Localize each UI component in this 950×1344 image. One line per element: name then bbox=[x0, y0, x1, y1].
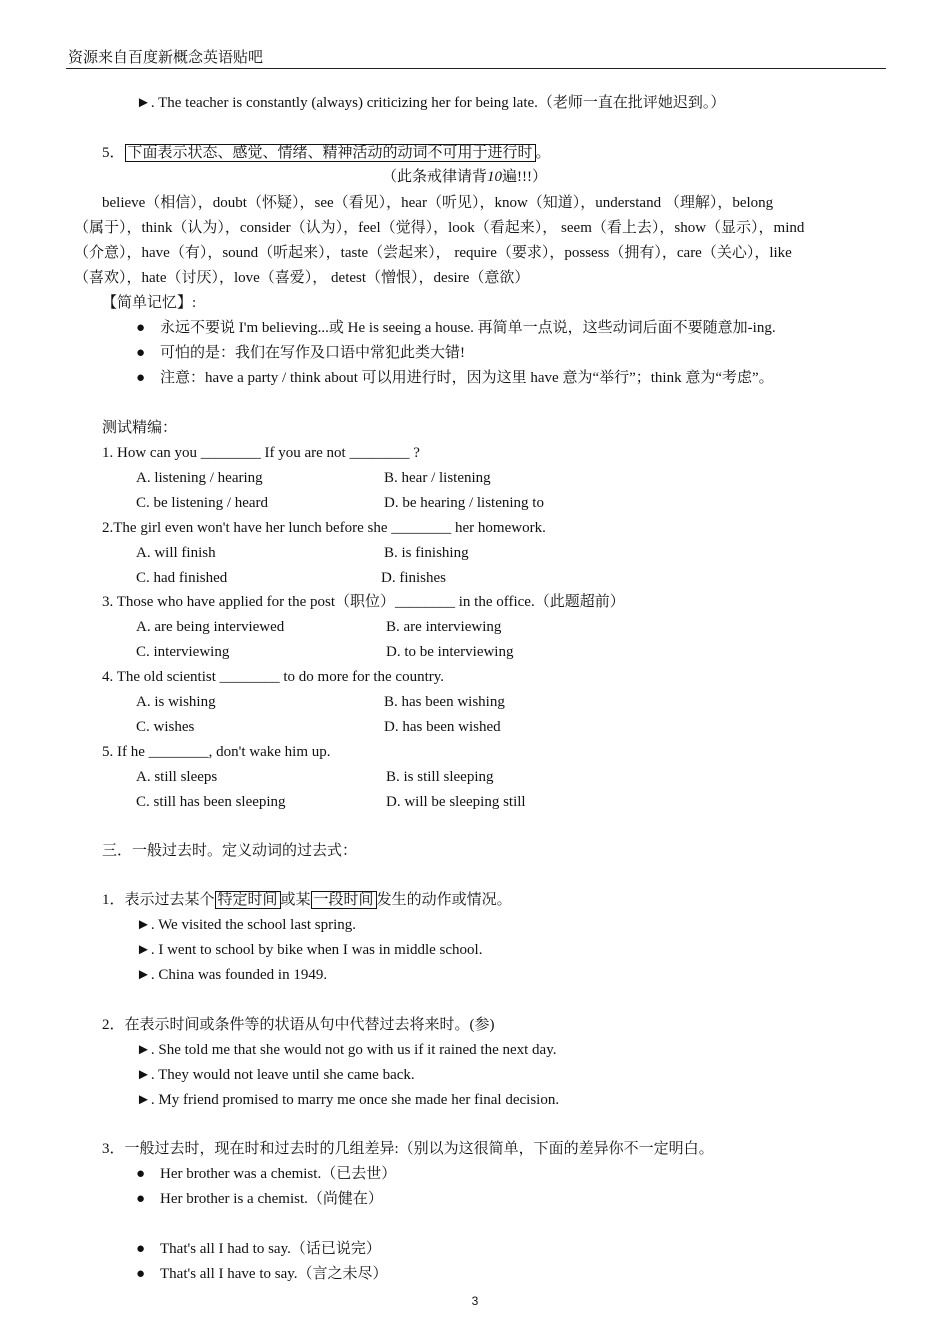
question-2-option-b: B. is finishing bbox=[384, 545, 469, 561]
note-text-a: （此条戒律请背 bbox=[382, 169, 488, 185]
point-1-text-b: 或某 bbox=[280, 892, 311, 908]
example-teacher: ►. The teacher is constantly (always) criticizing her for being late.（老师一直在批评她迟到。） bbox=[136, 93, 725, 113]
question-1-option-c: C. be listening / heard bbox=[136, 495, 269, 511]
note-number: 10 bbox=[487, 169, 503, 185]
memo-bullet-1: ● 永远不要说 I'm believing...或 He is seeing a house. 再简单一点说，这些动词后面不要随意加-ing. bbox=[136, 318, 776, 338]
question-4-option-a: A. is wishing bbox=[136, 694, 216, 710]
section-5-tail: 。 bbox=[535, 145, 551, 161]
question-4-option-c: C. wishes bbox=[136, 719, 195, 735]
question-3: 3. Those who have applied for the post（职位）________ in the office.（此题超前） bbox=[102, 594, 625, 610]
point-3-bullet-4: ● That's all I have to say.（言之未尽） bbox=[136, 1264, 388, 1284]
section-5-note bbox=[382, 167, 547, 187]
point-2-example-3: ►. My friend promised to marry me once she made her final decision. bbox=[136, 1090, 559, 1110]
question-4-option-d: D. has been wished bbox=[384, 719, 501, 735]
question-1-option-b: B. hear / listening bbox=[384, 470, 491, 486]
section-5-title: 下面表示状态、感觉、情绪、精神活动的动词不可用于进行时 bbox=[125, 144, 536, 162]
question-2-option-a: A. will finish bbox=[136, 545, 216, 561]
page-header: 资源来自百度新概念英语贴吧 bbox=[68, 50, 264, 66]
question-5-option-a: A. still sleeps bbox=[136, 769, 218, 785]
note-text-b: 遍!!!） bbox=[502, 169, 548, 185]
point-1-example-3: ►. China was founded in 1949. bbox=[136, 965, 327, 985]
past-point-3: 3．一般过去时，现在时和过去时的几组差异:（别以为这很简单，下面的差异你不一定明白。 bbox=[102, 1141, 714, 1157]
question-3-option-b: B. are interviewing bbox=[386, 619, 502, 635]
question-5: 5. If he ________, don't wake him up. bbox=[102, 744, 331, 760]
past-point-1 bbox=[102, 890, 512, 910]
question-1: 1. How can you ________ If you are not ________ ? bbox=[102, 445, 420, 461]
header-rule bbox=[66, 68, 886, 69]
point-3-bullet-1: ● Her brother was a chemist.（已去世） bbox=[136, 1164, 396, 1184]
question-3-option-d: D. to be interviewing bbox=[386, 644, 514, 660]
page-number: 3 bbox=[471, 1294, 479, 1308]
point-3-bullet-3: ● That's all I had to say.（话已说完） bbox=[136, 1239, 381, 1259]
verb-list-line-3: （介意），have（有），sound（听起来），taste（尝起来）， require（要求），possess（拥有），care（关心），like bbox=[74, 245, 792, 261]
question-1-option-a: A. listening / hearing bbox=[136, 470, 263, 486]
memo-bullet-2: ● 可怕的是：我们在写作及口语中常犯此类大错! bbox=[136, 343, 465, 363]
point-1-boxed-term-1: 特定时间 bbox=[215, 891, 281, 909]
question-3-option-a: A. are being interviewed bbox=[136, 619, 285, 635]
question-1-option-d: D. be hearing / listening to bbox=[384, 495, 544, 511]
verb-list-line-2: （属于），think（认为），consider（认为），feel（觉得），look（看起来）， seem（看上去），show（显示），mind bbox=[74, 220, 805, 236]
question-5-option-c: C. still has been sleeping bbox=[136, 794, 286, 810]
memo-bullet-3: ● 注意：have a party / think about 可以用进行时，因为这里 have 意为“举行”；think 意为“考虑”。 bbox=[136, 368, 774, 388]
question-2-option-d: D. finishes bbox=[381, 570, 446, 586]
test-title: 测试精编： bbox=[102, 420, 178, 436]
point-3-bullet-2: ● Her brother is a chemist.（尚健在） bbox=[136, 1189, 383, 1209]
question-5-option-b: B. is still sleeping bbox=[386, 769, 494, 785]
point-1-example-1: ►. We visited the school last spring. bbox=[136, 915, 356, 935]
point-1-boxed-term-2: 一段时间 bbox=[311, 891, 377, 909]
verb-list-line-1: believe（相信），doubt（怀疑），see（看见），hear（听见），know（知道），understand （理解），belong bbox=[102, 195, 774, 211]
question-4: 4. The old scientist ________ to do more for the country. bbox=[102, 669, 445, 685]
past-point-2: 2．在表示时间或条件等的状语从句中代替过去将来时。(参) bbox=[102, 1017, 495, 1033]
point-1-text-a: 1．表示过去某个 bbox=[102, 892, 215, 908]
point-1-example-2: ►. I went to school by bike when I was in middle school. bbox=[136, 940, 482, 960]
point-2-example-1: ►. She told me that she would not go with us if it rained the next day. bbox=[136, 1040, 557, 1060]
point-2-example-2: ►. They would not leave until she came back. bbox=[136, 1065, 415, 1085]
memo-title: 【简单记忆】: bbox=[102, 295, 197, 311]
verb-list-line-4: （喜欢），hate（讨厌），love（喜爱）， detest（憎恨），desire（意欲） bbox=[74, 270, 530, 286]
question-2: 2.The girl even won't have her lunch before she ________ her homework. bbox=[102, 520, 546, 536]
question-2-option-c: C. had finished bbox=[136, 570, 228, 586]
question-5-option-d: D. will be sleeping still bbox=[386, 794, 526, 810]
section-5-number: 5． bbox=[102, 145, 125, 161]
question-4-option-b: B. has been wishing bbox=[384, 694, 505, 710]
section-5-heading bbox=[102, 143, 551, 163]
past-tense-heading: 三．一般过去时。定义动词的过去式： bbox=[102, 843, 358, 859]
question-3-option-c: C. interviewing bbox=[136, 644, 230, 660]
point-1-text-c: 发生的动作或情况。 bbox=[376, 892, 512, 908]
